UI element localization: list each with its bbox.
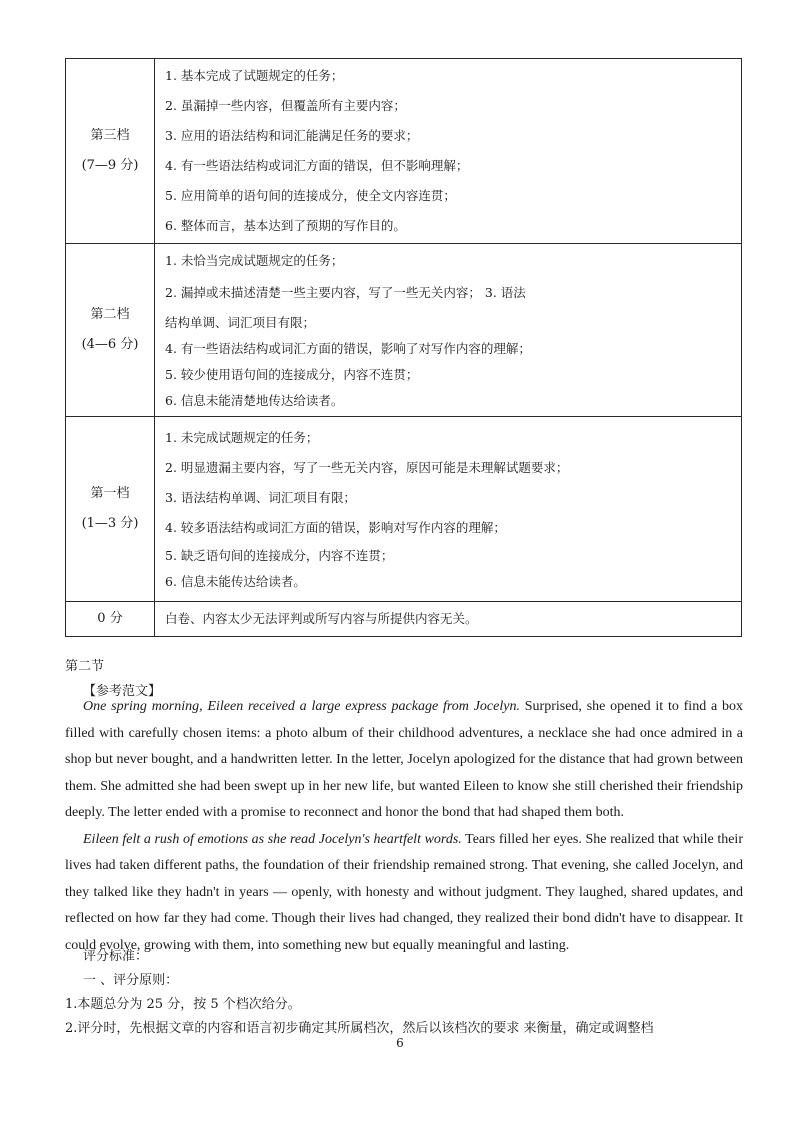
criterion-line: 2. 明显遗漏主要内容，写了一些无关内容，原因可能是未理解试题要求； <box>165 460 569 475</box>
tier-name: 第二档 <box>90 307 130 322</box>
criterion-line: 2. 漏掉或未描述清楚一些主要内容，写了一些无关内容； 3. 语法 <box>165 285 526 300</box>
criterion-line: 4. 有一些语法结构或词汇方面的错误，但不影响理解； <box>165 158 469 173</box>
criterion-line: 6. 信息未能清楚地传达给读者。 <box>165 393 344 408</box>
essay-paragraph <box>65 827 743 960</box>
tier-row <box>66 602 742 637</box>
essay-opening-sentence: Eileen felt a rush of emotions as she read Jocelyn's heartfelt words. <box>83 831 462 847</box>
criterion-line: 3. 语法结构单调、词汇项目有限； <box>165 490 356 505</box>
section-title: 第二节 <box>65 659 105 674</box>
essay-body-text: Tears filled her eyes. She realized that while their lives had taken different paths, the foundation of their friendship remained strong. That evening, she called Jocelyn, and they talked like they hadn't in years — openly, with honesty and without judgment. They laughed, shared updates, and reflected on how far they had come. Though their lives had changed, they realized their bond didn't have to disappear. It could evolve, growing with them, into something new but equally meaningful and lasting. <box>65 831 743 953</box>
tier-name: 第一档 <box>90 486 130 501</box>
criterion-line: 6. 信息未能传达给读者。 <box>165 574 306 589</box>
criterion-line: 4. 有一些语法结构或词汇方面的错误，影响了对写作内容的理解； <box>165 341 531 356</box>
tier-range: (7—9 分) <box>81 158 139 173</box>
tier-range: (4—6 分) <box>81 337 139 352</box>
criterion-line: 5. 较少使用语句间的连接成分，内容不连贯； <box>165 367 419 382</box>
criterion-line: 4. 较多语法结构或词汇方面的错误，影响对写作内容的理解； <box>165 520 506 535</box>
tier-range: (1—3 分) <box>81 516 139 531</box>
reference-essay-title: 【参考范文】 <box>83 684 162 699</box>
tier-description <box>155 417 742 602</box>
essay-paragraph <box>65 694 743 827</box>
criterion-line: 1. 未完成试题规定的任务； <box>165 430 319 445</box>
tier-label <box>66 602 155 637</box>
page-number: 6 <box>396 1036 404 1050</box>
tier-description <box>155 59 742 244</box>
criteria-principle: 一 、评分原则： <box>83 973 179 988</box>
tier-name: 第三档 <box>90 128 130 143</box>
tier-row <box>66 417 742 602</box>
tier-row <box>66 59 742 244</box>
tier-description <box>155 244 742 417</box>
criterion-line: 5. 缺乏语句间的连接成分，内容不连贯； <box>165 548 394 563</box>
tier-label <box>66 59 155 244</box>
criterion-line: 3. 应用的语法结构和词汇能满足任务的要求； <box>165 128 419 143</box>
criterion-line: 1. 基本完成了试题规定的任务； <box>165 68 344 83</box>
tier-description <box>155 602 742 637</box>
tier-name: 0 分 <box>97 611 123 626</box>
criteria-rule: 1.本题总分为 25 分，按 5 个档次给分。 <box>65 997 301 1012</box>
criterion-line: 1. 未恰当完成试题规定的任务； <box>165 253 344 268</box>
criterion-line: 结构单调、词汇项目有限； <box>165 315 316 330</box>
reference-essay <box>65 694 743 959</box>
essay-opening-sentence: One spring morning, Eileen received a large express package from Jocelyn. <box>83 699 520 714</box>
criterion-line: 6. 整体而言，基本达到了预期的写作目的。 <box>165 218 406 233</box>
tier-label <box>66 417 155 602</box>
grading-table <box>65 58 742 637</box>
essay-body-text: Surprised, she opened it to find a box filled with carefully chosen items: a photo album of their childhood adventures, a necklace she had once admired in a shop but never bought, and a handwritten letter. In the letter, Jocelyn apologized for the distance that had grown between them. She admitted she had been swept up in her new life, but wanted Eileen to know she still cherished their friendship deeply. The letter ended with a promise to reconnect and honor the bond that had shaped them both. <box>65 699 744 820</box>
criterion-line: 2. 虽漏掉一些内容，但覆盖所有主要内容； <box>165 98 406 113</box>
scoring-criteria <box>65 945 755 1041</box>
criterion-line: 白卷、内容太少无法评判或所写内容与所提供内容无关。 <box>165 611 478 626</box>
tier-row <box>66 244 742 417</box>
criteria-rule: 2.评分时，先根据文章的内容和语言初步确定其所属档次，然后以该档次的要求 来衡量，确定或调整档 <box>65 1021 654 1036</box>
criteria-heading: 评分标准： <box>83 949 149 964</box>
tier-label <box>66 244 155 417</box>
criterion-line: 5. 应用简单的语句间的连接成分，使全文内容连贯； <box>165 188 456 203</box>
